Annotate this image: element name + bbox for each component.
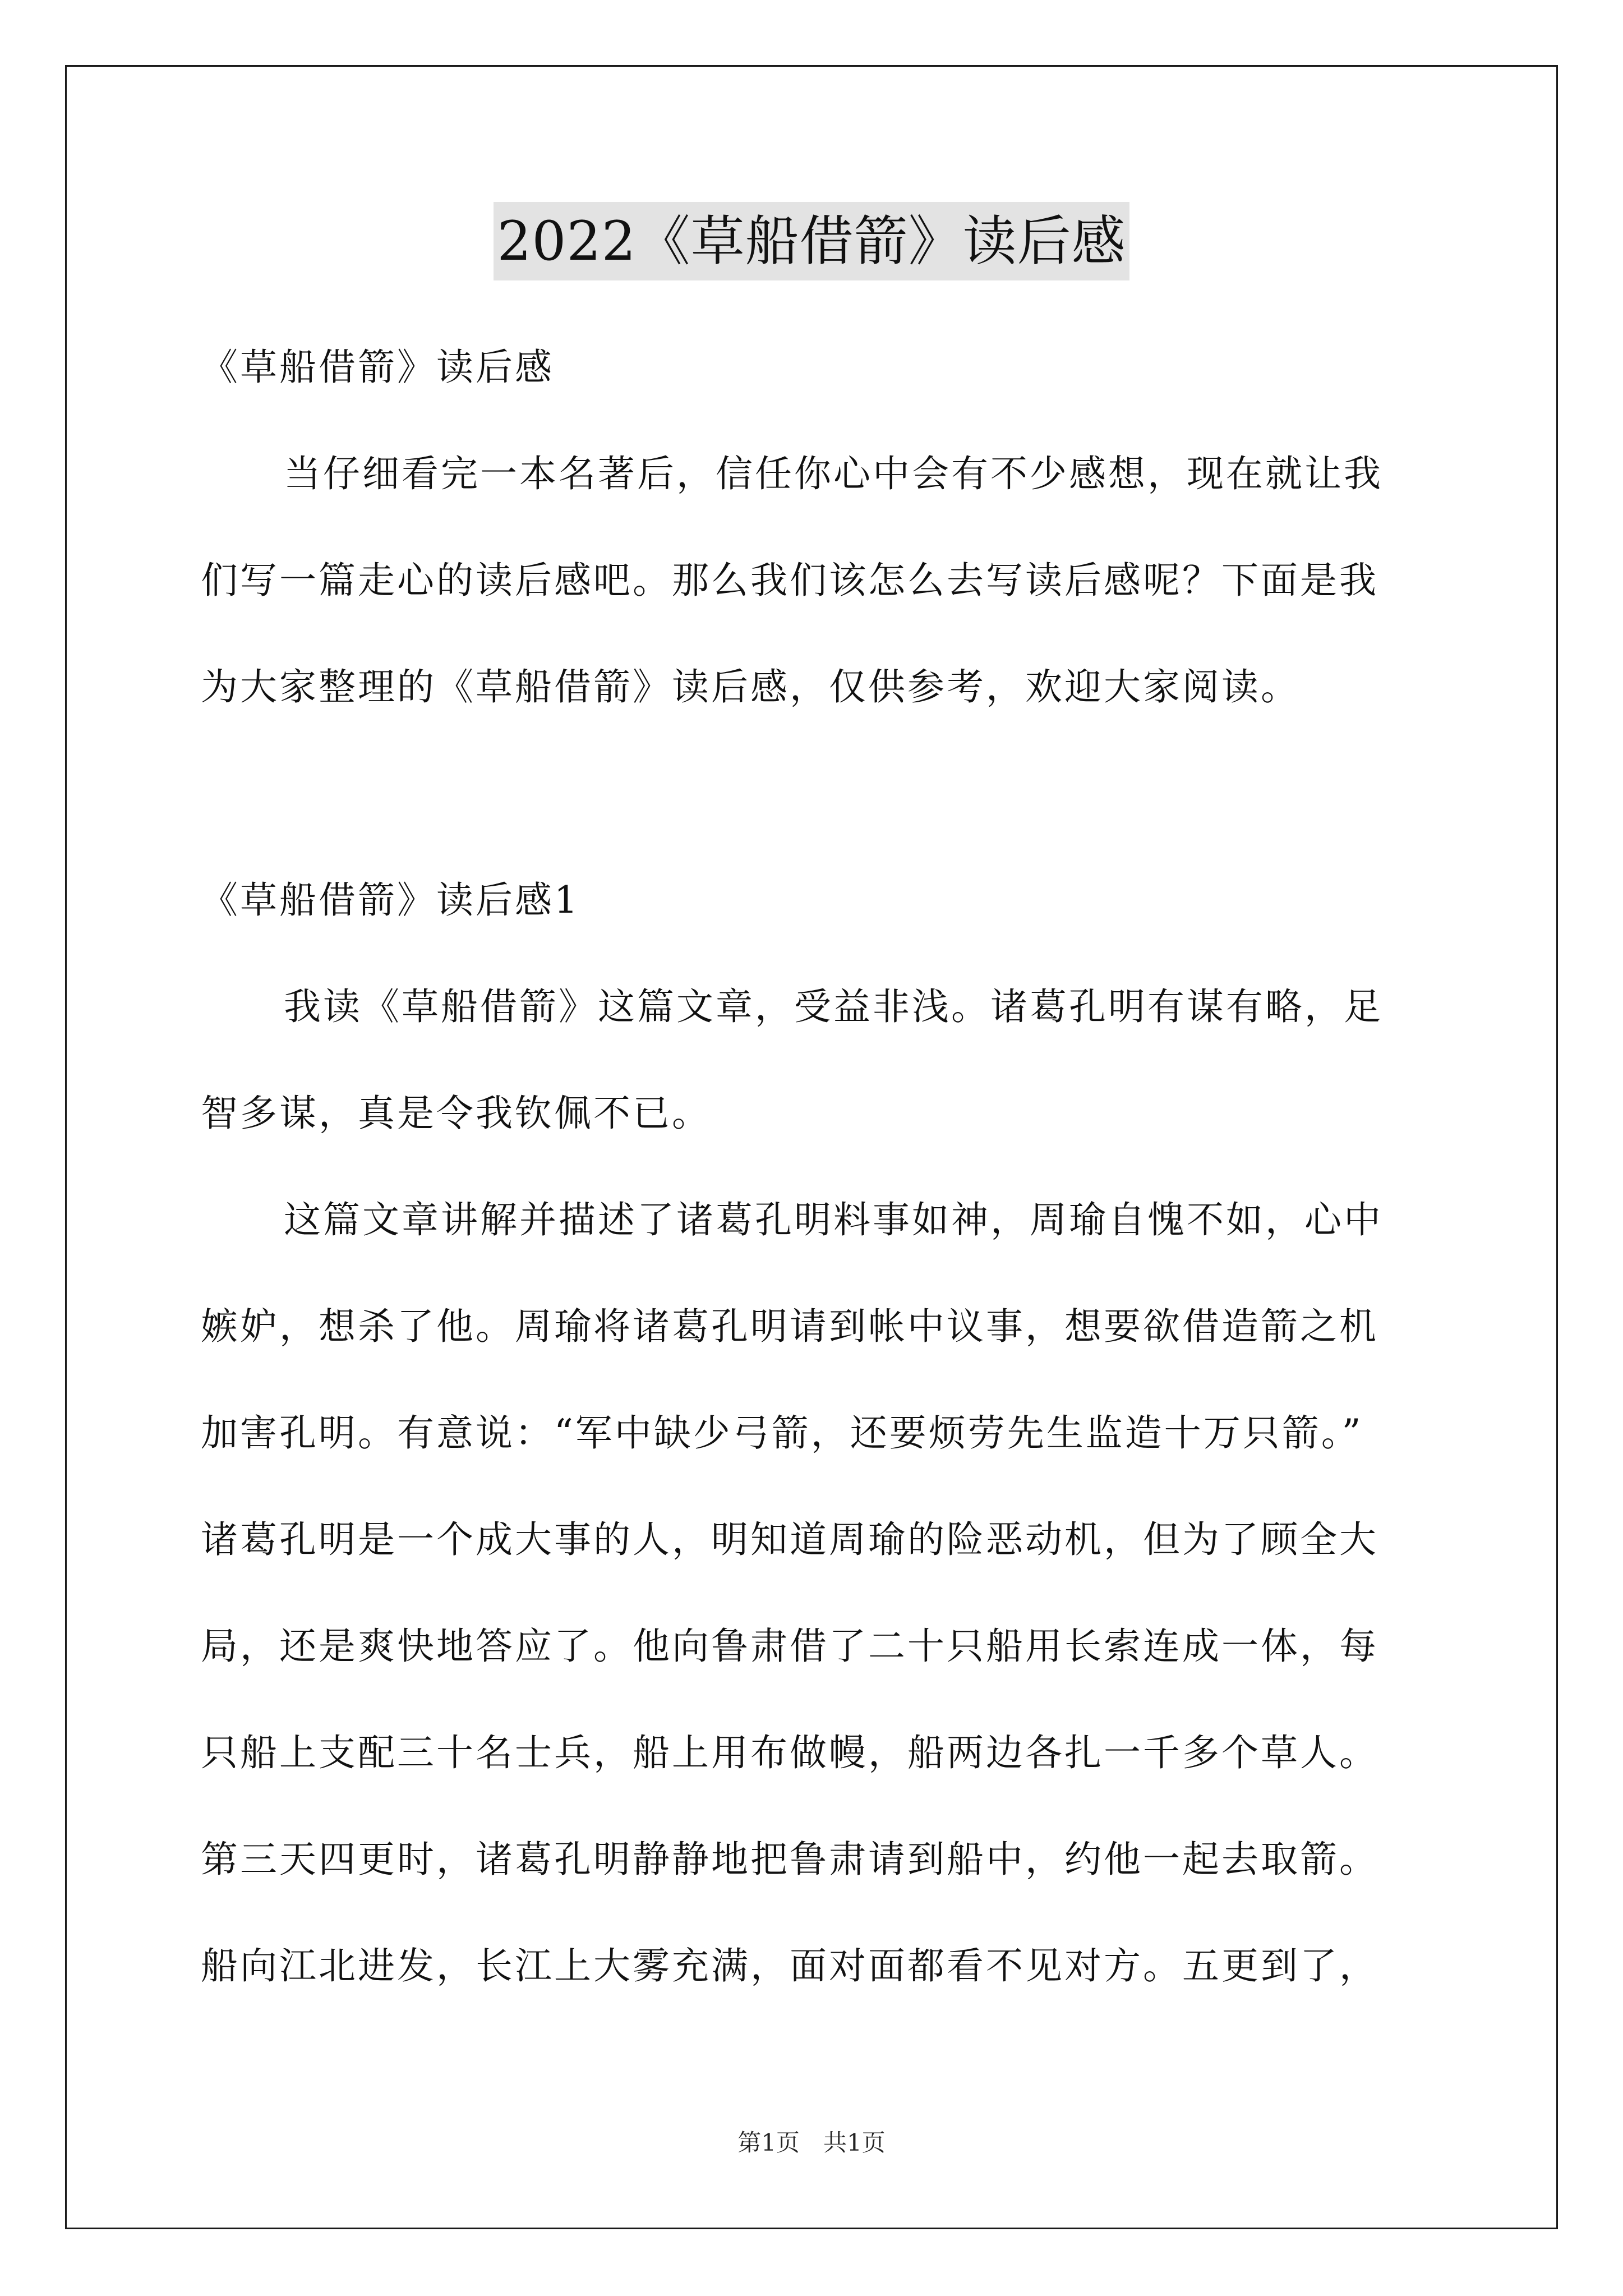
section-heading: 《草船借箭》读后感1 [201,878,580,922]
intro-line: 们写一篇走心的读后感吧。那么我们该怎么去写读后感呢？下面是我 [201,559,1378,602]
subtitle: 《草船借箭》读后感 [201,346,554,389]
document-title: 2022《草船借箭》读后感 [494,202,1129,280]
intro-line: 当仔细看完一本名著后，信任你心中会有不少感想，现在就让我 [284,452,1383,495]
paragraph-line: 只船上支配三十名士兵，船上用布做幔，船两边各扎一千多个草人。 [201,1731,1378,1774]
page-footer: 第1页 共1页 [737,2129,886,2156]
document-body [201,314,1429,2019]
paragraph-line: 这篇文章讲解并描述了诸葛孔明料事如神，周瑜自愧不如，心中 [284,1198,1383,1241]
paragraph-line: 加害孔明。有意说：“军中缺少弓箭，还要烦劳先生监造十万只箭。” [201,1411,1363,1455]
paragraph-line: 局，还是爽快地答应了。他向鲁肃借了二十只船用长索连成一体，每 [201,1625,1378,1668]
paragraph-line: 第三天四更时，诸葛孔明静静地把鲁肃请到船中，约他一起去取箭。 [201,1838,1378,1881]
intro-line: 为大家整理的《草船借箭》读后感，仅供参考，欢迎大家阅读。 [201,665,1300,708]
paragraph-line: 诸葛孔明是一个成大事的人，明知道周瑜的险恶动机，但为了顾全大 [201,1518,1378,1561]
paragraph-line: 船向江北进发，长江上大雾充满，面对面都看不见对方。五更到了， [201,1944,1378,1987]
paragraph-line: 嫉妒，想杀了他。周瑜将诸葛孔明请到帐中议事，想要欲借造箭之机 [201,1305,1378,1348]
title-wrap [0,202,1623,280]
spacer [201,740,1429,847]
paragraph-line: 智多谋，真是令我钦佩不已。 [201,1092,711,1135]
paragraph-line: 我读《草船借箭》这篇文章，受益非浅。诸葛孔明有谋有略，足 [284,985,1383,1028]
